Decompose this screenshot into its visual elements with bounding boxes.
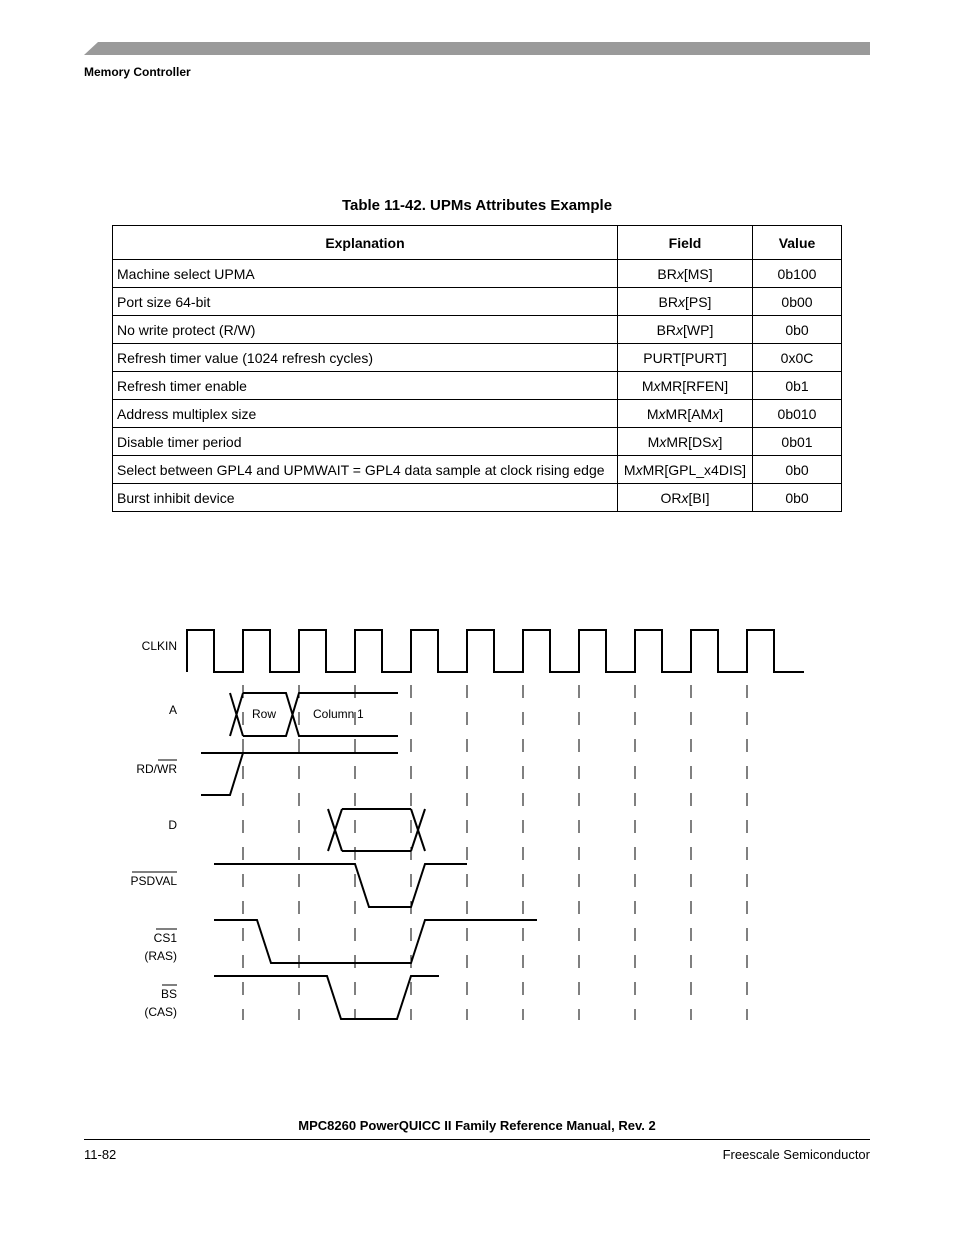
cell-explanation: Refresh timer value (1024 refresh cycles) — [113, 344, 618, 372]
signal-label-wr: WR — [157, 762, 177, 776]
cell-value: 0b0 — [753, 484, 842, 512]
bus-label-column: Column — [313, 707, 355, 721]
signal-label-cs1: CS1 — [153, 931, 177, 945]
signal-label-rd: RD/ — [136, 762, 157, 776]
footer-company: Freescale Semiconductor — [722, 1147, 870, 1162]
cell-field: MxMR[DSx] — [618, 428, 753, 456]
signal-label-d: D — [168, 818, 177, 832]
table-title: Table 11-42. UPMs Attributes Example — [341, 197, 613, 214]
cell-field: MxMR[GPL_x4DIS] — [618, 456, 753, 484]
table-row — [113, 484, 842, 512]
cell-value: 0b00 — [753, 288, 842, 316]
footer-rule — [84, 1139, 870, 1140]
psdval-waveform — [214, 864, 467, 907]
signal-label-cas: (CAS) — [144, 1005, 177, 1019]
signal-label-a: A — [168, 703, 177, 717]
column-header-value: Value — [753, 226, 842, 260]
table-row — [113, 372, 842, 400]
signal-label-clkin: CLKIN — [141, 639, 177, 653]
cell-explanation: Disable timer period — [113, 428, 618, 456]
data-bus-waveform — [328, 809, 425, 851]
footer-title: MPC8260 PowerQUICC II Family Reference Manual, Rev. 2 — [298, 1118, 656, 1133]
bs-waveform — [214, 976, 439, 1019]
cell-explanation: Select between GPL4 and UPMWAIT = GPL4 data sample at clock rising edge — [113, 456, 618, 484]
bus-label-column-index: 1 — [357, 707, 364, 721]
cell-value: 0b1 — [753, 372, 842, 400]
section-label: Memory Controller — [84, 65, 191, 79]
cell-field: BRx[MS] — [618, 260, 753, 288]
signal-label-bs: BS — [160, 987, 177, 1001]
cell-field: MxMR[AMx] — [618, 400, 753, 428]
table-row — [113, 288, 842, 316]
cell-value: 0x0C — [753, 344, 842, 372]
signal-label-ras: (RAS) — [144, 949, 177, 963]
signal-label-rd-wr — [136, 762, 177, 776]
table-header-row — [113, 226, 842, 260]
cell-field: ORx[BI] — [618, 484, 753, 512]
attributes-table — [112, 225, 842, 512]
column-header-field: Field — [618, 226, 753, 260]
cell-value: 0b0 — [753, 456, 842, 484]
bus-label-row: Row — [252, 707, 277, 721]
table-row — [113, 400, 842, 428]
cell-value: 0b01 — [753, 428, 842, 456]
cell-field: MxMR[RFEN] — [618, 372, 753, 400]
table-row — [113, 260, 842, 288]
table-row — [113, 428, 842, 456]
cell-value: 0b0 — [753, 316, 842, 344]
table-row — [113, 344, 842, 372]
page-number: 11-82 — [84, 1147, 117, 1162]
column-header-explanation: Explanation — [113, 226, 618, 260]
cell-field: BRx[WP] — [618, 316, 753, 344]
cell-value: 0b010 — [753, 400, 842, 428]
table-body — [113, 260, 842, 512]
cs1-waveform — [214, 920, 537, 963]
cell-explanation: Machine select UPMA — [113, 260, 618, 288]
cell-explanation: Port size 64-bit — [113, 288, 618, 316]
cell-explanation: Burst inhibit device — [113, 484, 618, 512]
cell-explanation: Refresh timer enable — [113, 372, 618, 400]
cell-explanation: No write protect (R/W) — [113, 316, 618, 344]
table-row — [113, 456, 842, 484]
clkin-waveform — [187, 630, 804, 672]
signal-label-psdval: PSDVAL — [130, 874, 177, 888]
cell-value: 0b100 — [753, 260, 842, 288]
header-bar — [84, 42, 870, 55]
cell-field: PURT[PURT] — [618, 344, 753, 372]
cell-field: BRx[PS] — [618, 288, 753, 316]
cell-explanation: Address multiplex size — [113, 400, 618, 428]
table-row — [113, 316, 842, 344]
timing-diagram — [0, 610, 954, 1040]
